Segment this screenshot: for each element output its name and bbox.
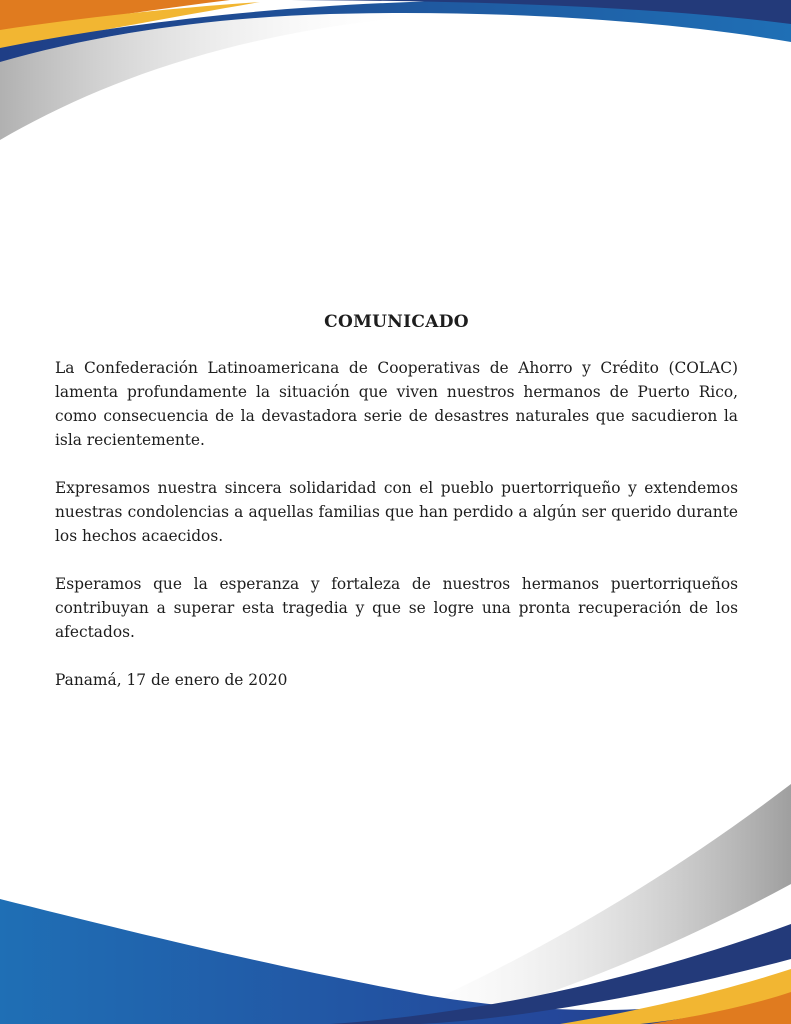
bottom-decorative-swoosh <box>0 764 791 1024</box>
paragraph-3: Esperamos que la esperanza y fortaleza de nuestros hermanos puertorriqueños contribuyan a superar esta tragedia y que se logre una pronta recuperación de los afectados. <box>55 575 738 641</box>
paragraph-1: La Confederación Latinoamericana de Cooperativas de Ahorro y Crédito (COLAC) lamenta profundamente la situación que viven nuestros hermanos de Puerto Rico, como consecuencia de la devastadora serie de desastres naturales que sacudieron la isla recientemente. <box>55 359 738 449</box>
document-body <box>55 312 738 692</box>
top-decorative-swoosh <box>0 0 791 150</box>
paragraph-2: Expresamos nuestra sincera solidaridad con el pueblo puertorriqueño y extendemos nuestras condolencias a aquellas familias que han perdido a algún ser querido durante los hechos acaecidos. <box>55 479 738 545</box>
date-line: Panamá, 17 de enero de 2020 <box>55 671 288 689</box>
page-title: COMUNICADO <box>324 312 469 332</box>
